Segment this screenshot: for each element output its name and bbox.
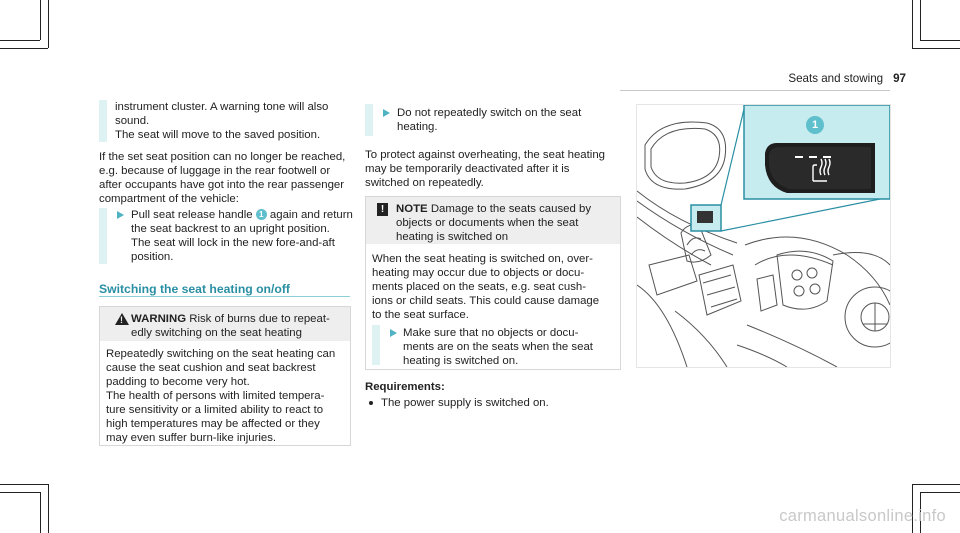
crop-mark [48, 484, 49, 533]
warning-heading-line2: edly switching on the seat heating [131, 327, 302, 339]
warning-body: Repeatedly switching on the seat heating can cause the seat cushion and seat backrest padding to become very hot. The health of persons with limited tempera- ture sensitivity or a limited ability to react to high temperatures may be affected or they may even suffer burn-like injuries. [106, 348, 336, 444]
section-title: Switching the seat heating on/off [99, 282, 290, 296]
warning-heading-text: Risk of burns due to repeat- [189, 313, 330, 325]
crop-mark [912, 0, 913, 48]
crop-mark [0, 492, 40, 493]
note-heading-text: Damage to the seats caused by [430, 203, 592, 215]
requirement-item: The power supply is switched on. [381, 397, 549, 409]
page-number: 97 [893, 72, 906, 85]
callout-1-icon: 1 [256, 209, 267, 220]
step-arrow-icon [383, 109, 390, 117]
step-arrow-icon [390, 329, 397, 337]
note-body: When the seat heating is switched on, over- heating may occur due to objects or docu- ments placed on the seats, e.g. seat cush- ions or child seats. This could cause damage to the seat surface. [372, 253, 600, 321]
requirements-title: Requirements: [365, 381, 445, 393]
warning-box [99, 306, 351, 446]
step-arrow-icon [117, 211, 124, 219]
running-header [788, 72, 906, 86]
step-bar [99, 100, 107, 142]
note-title: NOTE [396, 203, 428, 215]
crop-mark [0, 484, 48, 485]
step-bar [372, 325, 380, 365]
crop-mark [920, 492, 960, 493]
step-text: Do not repeatedly switch on the seat heating. [397, 107, 582, 133]
note-box [365, 196, 621, 370]
overheat-text: To protect against overheating, the seat heating may be temporarily deactivated after it is switched on repeatedly. [365, 149, 605, 189]
condition-text: If the set seat position can no longer be reached, e.g. because of luggage in the rear footwell or after occupants have got into the rear passenger compartment of the vehicle: [99, 151, 346, 205]
crop-mark [0, 40, 40, 41]
step-text-continued: the seat backrest to an upright position. The seat will lock in the new fore-and-aft position. [131, 223, 335, 263]
bullet-icon [369, 401, 373, 405]
note-exclamation-icon: ! [377, 203, 388, 216]
crop-mark [40, 492, 41, 533]
seat-heating-figure [636, 104, 891, 368]
step-text [131, 208, 353, 222]
section-rule [99, 296, 350, 297]
warning-heading [131, 312, 330, 326]
step-text-pre: Pull seat release handle [131, 209, 256, 221]
warning-triangle-icon [115, 313, 129, 325]
step-bar [99, 208, 107, 264]
note-heading-lines: objects or documents when the seat heating is switched on [396, 217, 579, 243]
crop-mark [920, 0, 921, 40]
crop-mark [920, 40, 960, 41]
header-rule [620, 90, 890, 91]
intro-text: instrument cluster. A warning tone will also sound. The seat will move to the saved position. [115, 101, 329, 141]
warning-title: WARNING [131, 313, 187, 325]
crop-mark [912, 48, 960, 49]
interior-illustration [637, 105, 890, 367]
figure-callout-1: 1 [811, 119, 819, 131]
note-step: Make sure that no objects or docu- ments are on the seats when the seat heating is switched on. [403, 327, 593, 367]
crop-mark [40, 0, 41, 40]
step-text-post: again and return [266, 209, 353, 221]
crop-mark [0, 48, 48, 49]
crop-mark [912, 484, 960, 485]
watermark: carmanualsonline.info [779, 507, 946, 525]
header-title: Seats and stowing [788, 72, 884, 85]
note-heading [396, 202, 591, 216]
crop-mark [48, 0, 49, 48]
step-bar [365, 104, 373, 136]
